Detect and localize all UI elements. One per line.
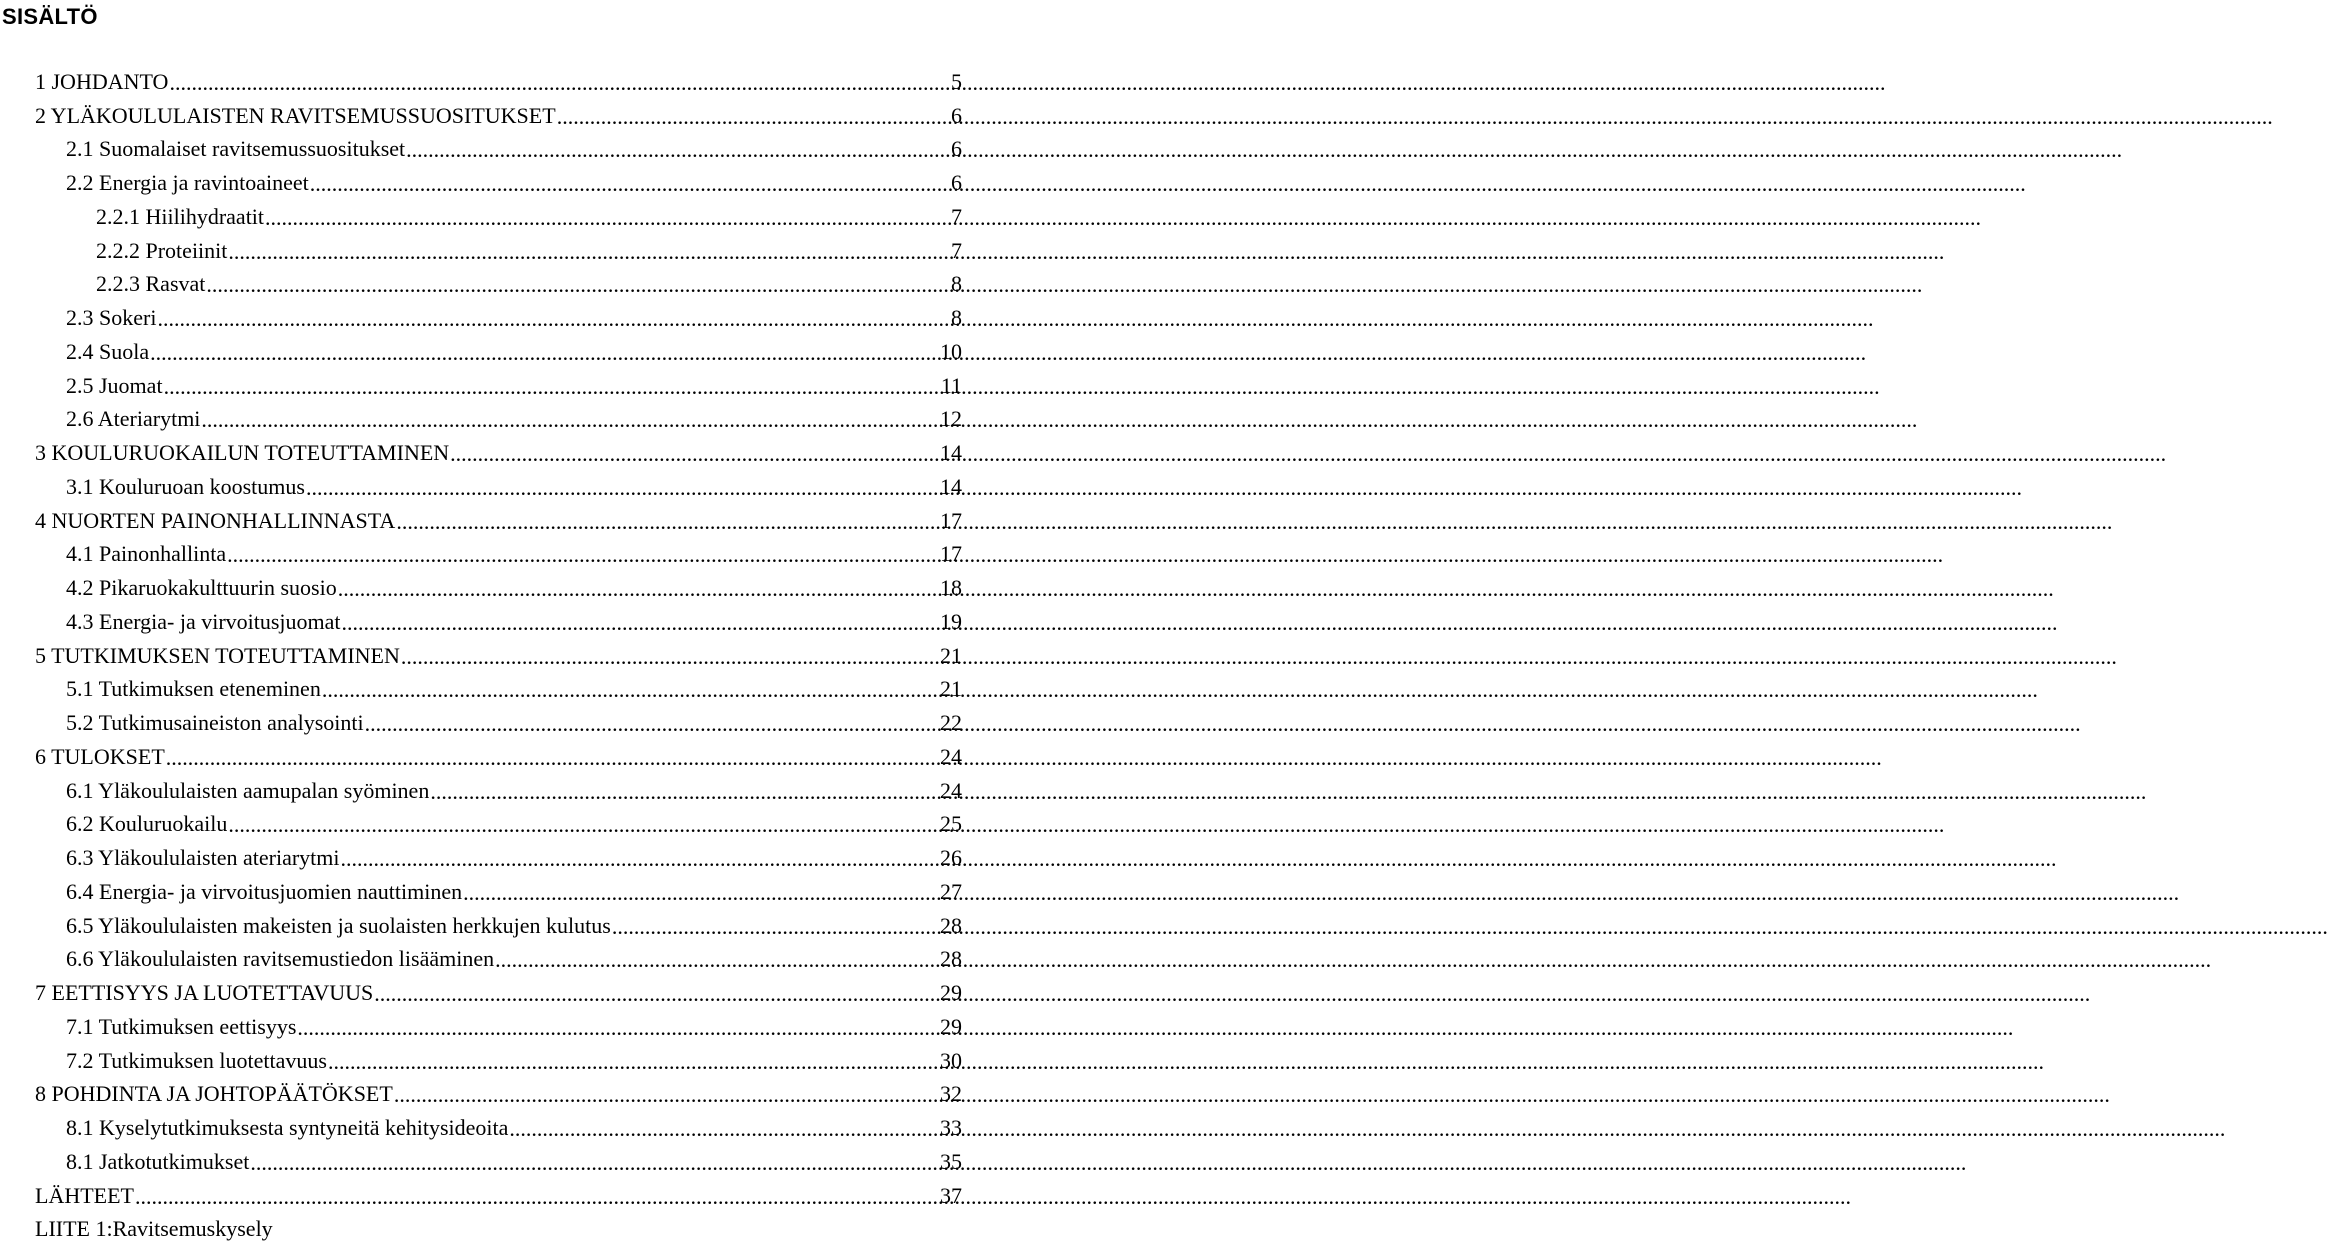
- dot-leader: [157, 307, 950, 329]
- dot-leader: [495, 948, 939, 970]
- toc-entry-title: 5 TUTKIMUKSEN TOTEUTTAMINEN: [35, 643, 400, 669]
- dot-leader: [509, 1117, 939, 1139]
- toc-entry-title: 6.6 Yläkoululaisten ravitsemustiedon lisääminen: [66, 946, 494, 972]
- toc-entry[interactable]: [0, 504, 962, 538]
- toc-entry[interactable]: [0, 200, 962, 234]
- dot-leader: [166, 746, 939, 768]
- dot-leader: [365, 712, 939, 734]
- dot-leader: [228, 240, 950, 262]
- toc-entry[interactable]: [0, 1145, 962, 1179]
- toc-entry-page-number: 8: [951, 305, 962, 331]
- page-title: SISÄLTÖ: [2, 2, 98, 32]
- toc-entry-page-number: 7: [951, 204, 962, 230]
- dot-leader: [406, 138, 950, 160]
- toc-entry-page-number: 21: [940, 676, 962, 702]
- toc-entry[interactable]: [0, 133, 962, 167]
- toc-entry[interactable]: [0, 639, 962, 673]
- toc-entry[interactable]: [0, 740, 962, 774]
- dot-leader: [394, 1083, 939, 1105]
- toc-entry[interactable]: [0, 65, 962, 99]
- dot-leader: [297, 1016, 939, 1038]
- toc-entry-title: 2 YLÄKOULULAISTEN RAVITSEMUSSUOSITUKSET: [35, 103, 556, 129]
- toc-entry-page-number: 18: [940, 575, 962, 601]
- toc-entry[interactable]: [0, 1078, 962, 1112]
- toc-entry-page-number: 6: [951, 170, 962, 196]
- toc-entry-title: 5.2 Tutkimusaineiston analysointi: [66, 710, 364, 736]
- toc-entry[interactable]: [0, 808, 962, 842]
- toc-entry-page-number: 8: [951, 271, 962, 297]
- toc-entry-page-number: 7: [951, 238, 962, 264]
- dot-leader: [463, 881, 939, 903]
- dot-leader: [374, 982, 939, 1004]
- toc-entry-page-number: 27: [940, 879, 962, 905]
- toc-entry[interactable]: [0, 774, 962, 808]
- toc-entry-page-number: 12: [940, 406, 962, 432]
- toc-entry-title: 2.4 Suola: [66, 339, 149, 365]
- toc-entry[interactable]: [0, 1010, 962, 1044]
- dot-leader: [169, 71, 950, 93]
- toc-entry-page-number: 30: [940, 1048, 962, 1074]
- toc-entry[interactable]: [0, 1213, 962, 1246]
- toc-entry-title: 4.2 Pikaruokakulttuurin suosio: [66, 575, 337, 601]
- toc-entry-page-number: 10: [940, 339, 962, 365]
- toc-entry-title: 2.2.2 Proteiinit: [96, 238, 227, 264]
- dot-leader: [306, 476, 939, 498]
- dot-leader: [341, 847, 940, 869]
- dot-leader: [206, 273, 950, 295]
- toc-entry-page-number: 29: [940, 980, 962, 1006]
- toc-entry[interactable]: [0, 605, 962, 639]
- toc-entry-title: 3 KOULURUOKAILUN TOTEUTTAMINEN: [35, 440, 449, 466]
- toc-entry-title: 8 POHDINTA JA JOHTOPÄÄTÖKSET: [35, 1081, 393, 1107]
- toc-entry-page-number: 26: [940, 845, 962, 871]
- toc-entry-title: 2.1 Suomalaiset ravitsemussuositukset: [66, 136, 405, 162]
- dot-leader: [430, 780, 939, 802]
- dot-leader: [150, 341, 939, 363]
- toc-entry-page-number: 24: [940, 744, 962, 770]
- toc-entry-page-number: 29: [940, 1014, 962, 1040]
- toc-entry-page-number: 14: [940, 440, 962, 466]
- toc-entry-title: 8.1 Kyselytutkimuksesta syntyneitä kehitysideoita: [66, 1115, 508, 1141]
- toc-entry-title: 4 NUORTEN PAINONHALLINNASTA: [35, 508, 395, 534]
- toc-entry-title: 7.1 Tutkimuksen eettisyys: [66, 1014, 296, 1040]
- toc-entry-page-number: 37: [940, 1183, 962, 1209]
- toc-entry-page-number: 24: [940, 778, 962, 804]
- toc-entry-page-number: 5: [951, 69, 962, 95]
- dot-leader: [250, 1151, 939, 1173]
- toc-entry[interactable]: [0, 403, 962, 437]
- toc-entry[interactable]: [0, 673, 962, 707]
- toc-entry[interactable]: [0, 436, 962, 470]
- dot-leader: [396, 510, 939, 532]
- toc-entry[interactable]: [0, 234, 962, 268]
- toc-entry-title: 8.1 Jatkotutkimukset: [66, 1149, 249, 1175]
- toc-entry[interactable]: [0, 571, 962, 605]
- dot-leader: [228, 813, 939, 835]
- toc-entry-page-number: 6: [951, 136, 962, 162]
- toc-entry[interactable]: [0, 301, 962, 335]
- toc-entry-title: 6.4 Energia- ja virvoitusjuomien nauttiminen: [66, 879, 462, 905]
- toc-entry[interactable]: [0, 1111, 962, 1145]
- toc-entry-page-number: 25: [940, 811, 962, 837]
- toc-entry-title: 5.1 Tutkimuksen eteneminen: [66, 676, 321, 702]
- toc-entry-title: 4.1 Painonhallinta: [66, 541, 226, 567]
- toc-entry-title: 2.2.1 Hiilihydraatit: [96, 204, 264, 230]
- toc-entry-page-number: 17: [940, 508, 962, 534]
- toc-entry-title: 7 EETTISYYS JA LUOTETTAVUUS: [35, 980, 373, 1006]
- toc-entry-title: 6 TULOKSET: [35, 744, 165, 770]
- toc-entry[interactable]: [0, 976, 962, 1010]
- dot-leader: [201, 408, 939, 430]
- toc-entry[interactable]: [0, 538, 962, 572]
- toc-entry-title: 2.6 Ateriarytmi: [66, 406, 200, 432]
- toc-entry-title: 6.3 Yläkoululaisten ateriarytmi: [66, 845, 340, 871]
- table-of-contents: [0, 65, 962, 1246]
- toc-entry-page-number: 21: [940, 643, 962, 669]
- dot-leader: [450, 442, 939, 464]
- dot-leader: [164, 375, 940, 397]
- toc-entry[interactable]: [0, 335, 962, 369]
- toc-entry-title: 2.2.3 Rasvat: [96, 271, 205, 297]
- toc-entry[interactable]: [0, 166, 962, 200]
- toc-entry-page-number: 11: [941, 373, 962, 399]
- dot-leader: [342, 611, 939, 633]
- toc-entry-title: LIITE 1:Ravitsemuskysely: [35, 1216, 273, 1242]
- dot-leader: [328, 1050, 939, 1072]
- toc-entry[interactable]: [0, 99, 962, 133]
- toc-entry[interactable]: [0, 841, 962, 875]
- toc-entry-title: 3.1 Kouluruoan koostumus: [66, 474, 305, 500]
- toc-entry-title: 1 JOHDANTO: [35, 69, 168, 95]
- toc-entry-title: 2.2 Energia ja ravintoaineet: [66, 170, 309, 196]
- toc-entry-title: LÄHTEET: [35, 1183, 134, 1209]
- toc-entry-page-number: 33: [940, 1115, 962, 1141]
- toc-entry-title: 2.5 Juomat: [66, 373, 163, 399]
- dot-leader: [227, 543, 939, 565]
- toc-entry[interactable]: [0, 470, 962, 504]
- toc-entry-page-number: 22: [940, 710, 962, 736]
- toc-entry[interactable]: [0, 1179, 962, 1213]
- dot-leader: [401, 645, 939, 667]
- toc-entry[interactable]: [0, 943, 962, 977]
- toc-entry-title: 6.1 Yläkoululaisten aamupalan syöminen: [66, 778, 429, 804]
- dot-leader: [265, 206, 950, 228]
- toc-entry-page-number: 32: [940, 1081, 962, 1107]
- dot-leader: [135, 1185, 939, 1207]
- toc-entry[interactable]: [0, 369, 962, 403]
- toc-entry-page-number: 28: [940, 946, 962, 972]
- toc-entry[interactable]: [0, 909, 962, 943]
- toc-entry[interactable]: [0, 875, 962, 909]
- dot-leader: [310, 172, 950, 194]
- toc-entry-title: 7.2 Tutkimuksen luotettavuus: [66, 1048, 327, 1074]
- toc-entry[interactable]: [0, 706, 962, 740]
- toc-entry-page-number: 19: [940, 609, 962, 635]
- toc-entry[interactable]: [0, 268, 962, 302]
- toc-entry-title: 6.5 Yläkoululaisten makeisten ja suolaisten herkkujen kulutus: [66, 913, 611, 939]
- toc-entry-page-number: 35: [940, 1149, 962, 1175]
- dot-leader: [612, 915, 939, 937]
- dot-leader: [322, 678, 939, 700]
- toc-entry-page-number: 28: [940, 913, 962, 939]
- toc-entry-page-number: 6: [951, 103, 962, 129]
- toc-entry-title: 6.2 Kouluruokailu: [66, 811, 227, 837]
- toc-entry-title: 4.3 Energia- ja virvoitusjuomat: [66, 609, 341, 635]
- dot-leader: [557, 105, 950, 127]
- toc-entry[interactable]: [0, 1044, 962, 1078]
- toc-entry-page-number: 14: [940, 474, 962, 500]
- toc-entry-page-number: 17: [940, 541, 962, 567]
- toc-entry-title: 2.3 Sokeri: [66, 305, 156, 331]
- dot-leader: [338, 577, 939, 599]
